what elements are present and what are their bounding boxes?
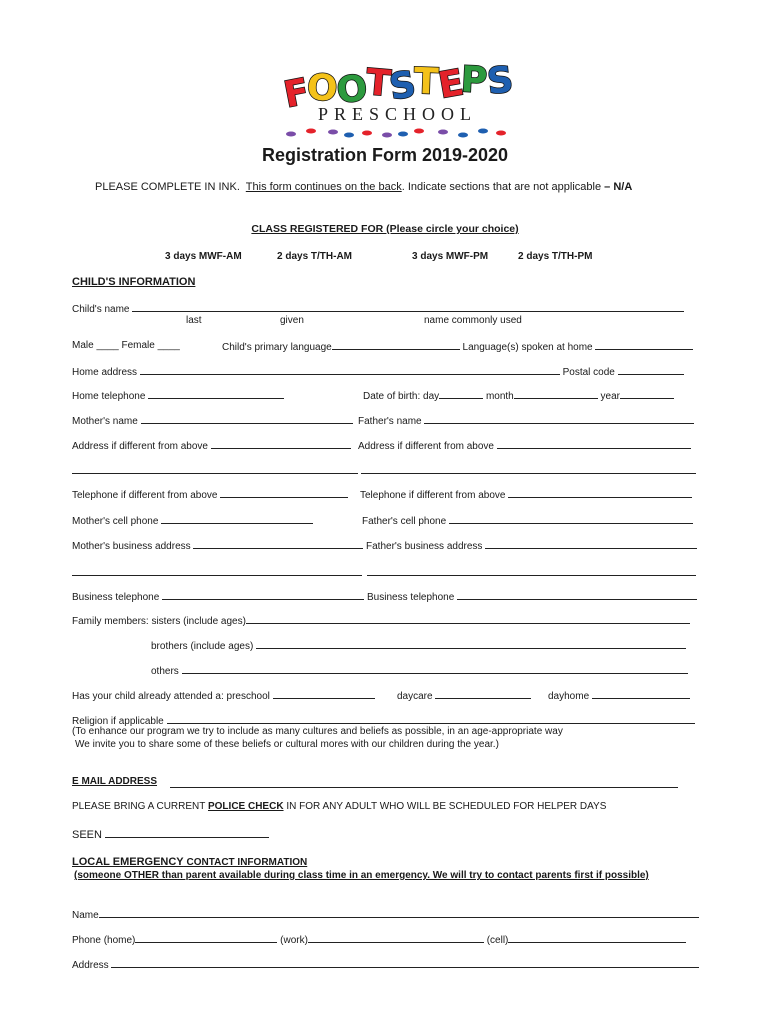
mothers-business-address-label: Mother's business address — [72, 541, 191, 552]
seen-label: SEEN — [72, 829, 102, 841]
mother-telephone-diff-field[interactable] — [220, 488, 348, 498]
logo — [280, 59, 518, 142]
religion-field[interactable] — [167, 714, 695, 724]
father-telephone-diff-label: Telephone if different from above — [360, 490, 506, 501]
father-telephone-diff-field[interactable] — [508, 488, 692, 498]
instructions-part1: PLEASE COMPLETE IN INK. — [95, 181, 240, 193]
daycare-field[interactable] — [435, 689, 531, 699]
postal-code-field[interactable] — [618, 365, 684, 375]
telephone-dob-row — [72, 389, 284, 402]
fathers-cell-field[interactable] — [449, 514, 693, 524]
others-label: others — [151, 666, 179, 677]
cell-phone-row — [72, 514, 313, 527]
father-address-diff-field[interactable] — [497, 439, 691, 449]
home-address-row — [72, 365, 684, 378]
dob-year-label: year — [600, 391, 620, 402]
logo-letter: T — [413, 61, 440, 103]
logo-subtitle: PRESCHOOL — [318, 104, 478, 124]
sisters-row — [72, 614, 690, 627]
home-telephone-field[interactable] — [148, 389, 284, 399]
email-label: E MAIL ADDRESS — [72, 776, 158, 787]
home-address-field[interactable] — [140, 365, 560, 375]
instructions — [95, 181, 632, 193]
seen-row — [72, 828, 269, 841]
brothers-row — [151, 639, 686, 652]
male-field[interactable]: Male ____ — [72, 340, 119, 351]
emergency-phone-home-label: Phone (home) — [72, 935, 136, 946]
business-address-row — [72, 539, 363, 552]
childs-name-field[interactable] — [132, 302, 684, 312]
logo-letter: T — [364, 62, 393, 106]
female-field[interactable]: Female ____ — [121, 340, 180, 351]
emergency-address-row — [72, 958, 699, 971]
police-part3: IN FOR ANY ADULT WHO WILL BE SCHEDULED FOR HELPER DAYS — [286, 801, 607, 812]
home-address-label: Home address — [72, 367, 138, 378]
preschool-field[interactable] — [273, 689, 375, 699]
emergency-work-field[interactable] — [308, 933, 484, 943]
languages-home-label: Language(s) spoken at home — [462, 342, 593, 353]
class-option-3[interactable]: 3 days MWF-PM — [412, 251, 489, 262]
attended-label: Has your child already attended a: preschool — [72, 691, 270, 702]
fathers-name-field[interactable] — [424, 414, 694, 424]
mother-address-line2[interactable] — [72, 464, 358, 474]
daycare-wrap — [397, 689, 531, 702]
fathers-name-wrap — [358, 414, 694, 427]
childs-name-row — [72, 302, 684, 315]
father-business-telephone-wrap — [367, 590, 697, 603]
brothers-field[interactable] — [256, 639, 686, 649]
mother-business-telephone-label: Business telephone — [72, 592, 160, 603]
emergency-name-field[interactable] — [99, 908, 699, 918]
given-label: given — [280, 315, 304, 326]
parents-name-row — [72, 414, 353, 427]
dayhome-field[interactable] — [592, 689, 690, 699]
page-title: Registration Form 2019-2020 — [261, 145, 509, 165]
fathers-business-address-field[interactable] — [485, 539, 697, 549]
emergency-address-field[interactable] — [111, 958, 699, 968]
logo-letter: E — [435, 62, 467, 107]
class-option-4[interactable]: 2 days T/TH-PM — [518, 251, 593, 262]
postal-code-label: Postal code — [562, 367, 615, 378]
daycare-label: daycare — [397, 691, 433, 702]
religion-note-2: We invite you to share some of these beliefs or cultural mores with our children during the year.) — [75, 739, 499, 750]
father-business-telephone-label: Business telephone — [367, 592, 455, 603]
dob-row — [363, 389, 674, 402]
father-telephone-diff-wrap — [360, 488, 692, 501]
father-business-telephone-field[interactable] — [457, 590, 697, 600]
gender-language-row — [72, 340, 180, 351]
father-address-diff-label: Address if different from above — [358, 441, 494, 452]
emergency-subheading: (someone OTHER than parent available during class time in an emergency. We will try to contact parents first if possible) — [74, 870, 649, 881]
brothers-label: brothers (include ages) — [151, 641, 254, 652]
emergency-name-label: Name — [72, 910, 99, 921]
logo-letter: O — [305, 67, 339, 110]
footprints-icon — [283, 126, 518, 140]
logo-letter: F — [280, 71, 313, 117]
common-name-label: name commonly used — [424, 315, 522, 326]
emergency-phone-row — [72, 933, 686, 946]
mother-address-diff-label: Address if different from above — [72, 441, 208, 452]
mothers-name-label: Mother's name — [72, 416, 138, 427]
father-address-diff-wrap — [358, 439, 691, 452]
instructions-na: – N/A — [604, 181, 633, 193]
mothers-name-field[interactable] — [141, 414, 353, 424]
home-telephone-label: Home telephone — [72, 391, 146, 402]
class-option-1[interactable]: 3 days MWF-AM — [165, 251, 242, 262]
languages-home-field[interactable] — [595, 340, 693, 350]
dob-year-field[interactable] — [620, 389, 674, 399]
business-telephone-row — [72, 590, 364, 603]
mothers-business-address-field[interactable] — [193, 539, 363, 549]
email-field[interactable] — [170, 778, 678, 788]
childs-name-label: Child's name — [72, 304, 130, 315]
fathers-cell-wrap — [362, 514, 693, 527]
sisters-label: Family members: sisters (include ages) — [72, 616, 246, 627]
dayhome-wrap — [548, 689, 690, 702]
religion-note-1: (To enhance our program we try to include as many cultures and beliefs as possible, in an age-appropriate way — [72, 726, 563, 737]
dob-label: Date of birth: day — [363, 391, 440, 402]
primary-language-row — [222, 340, 693, 353]
emergency-work-label: (work) — [280, 935, 308, 946]
emergency-heading — [72, 856, 307, 868]
mother-business-address-line2[interactable] — [72, 566, 362, 576]
primary-language-field[interactable] — [332, 340, 460, 350]
others-field[interactable] — [182, 664, 688, 674]
fathers-business-address-wrap — [366, 539, 697, 552]
emergency-cell-field[interactable] — [508, 933, 686, 943]
address-diff-row — [72, 439, 351, 452]
police-check: POLICE CHECK — [207, 801, 284, 812]
father-business-address-line2[interactable] — [367, 566, 696, 576]
police-part1: PLEASE BRING A CURRENT — [72, 801, 206, 812]
dob-day-field[interactable] — [439, 389, 483, 399]
dob-month-field[interactable] — [514, 389, 598, 399]
attended-row — [72, 689, 375, 702]
emergency-name-row — [72, 908, 699, 921]
fathers-business-address-label: Father's business address — [366, 541, 483, 552]
logo-letter: S — [485, 59, 516, 103]
last-label: last — [186, 315, 202, 326]
seen-field[interactable] — [105, 828, 269, 838]
emergency-heading-b: CONTACT INFORMATION — [186, 857, 308, 868]
primary-language-label: Child's primary language — [222, 342, 332, 353]
religion-label: Religion if applicable — [72, 716, 164, 727]
fathers-cell-label: Father's cell phone — [362, 516, 447, 527]
logo-letter: S — [386, 63, 419, 109]
mothers-cell-label: Mother's cell phone — [72, 516, 159, 527]
instructions-part3: . Indicate sections that are not applicable — [401, 181, 602, 193]
mother-telephone-diff-label: Telephone if different from above — [72, 490, 218, 501]
fathers-name-label: Father's name — [358, 416, 422, 427]
sisters-field[interactable] — [246, 614, 690, 624]
father-address-line2[interactable] — [361, 464, 696, 474]
class-heading: CLASS REGISTERED FOR (Please circle your choice) — [251, 223, 519, 235]
dayhome-label: dayhome — [548, 691, 590, 702]
child-info-heading: CHILD'S INFORMATION — [72, 276, 196, 288]
mother-business-telephone-field[interactable] — [162, 590, 364, 600]
instructions-continues: This form continues on the back — [245, 181, 402, 193]
police-check-note — [72, 801, 606, 812]
telephone-diff-row — [72, 488, 348, 501]
logo-letter: P — [460, 59, 489, 102]
logo-letter: O — [334, 67, 370, 113]
dob-month-label: month — [485, 391, 514, 402]
class-option-2[interactable]: 2 days T/TH-AM — [277, 251, 353, 262]
emergency-phone-home-field[interactable] — [135, 933, 277, 943]
mother-address-diff-field[interactable] — [211, 439, 351, 449]
emergency-heading-a: LOCAL EMERGENCY — [72, 856, 184, 868]
emergency-cell-label: (cell) — [486, 935, 509, 946]
mothers-cell-field[interactable] — [161, 514, 313, 524]
others-row — [151, 664, 688, 677]
emergency-address-label: Address — [72, 960, 109, 971]
